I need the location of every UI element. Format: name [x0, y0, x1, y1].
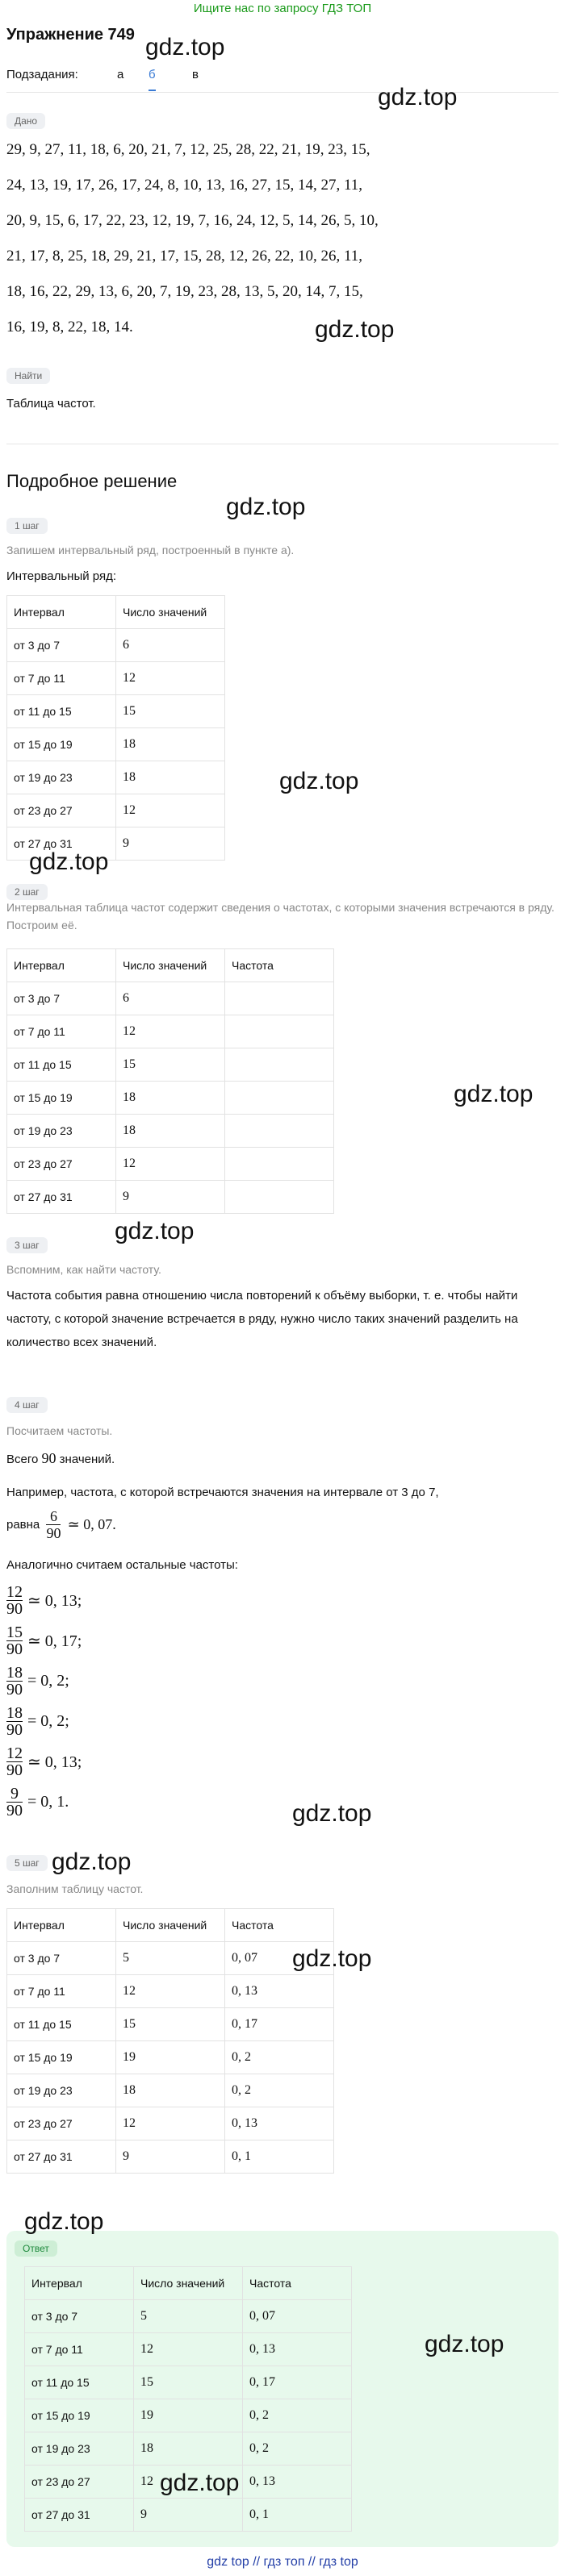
fraction-result: ≃ 0, 17; [27, 1632, 82, 1650]
table-cell: 18 [116, 2074, 225, 2107]
answer-pill: Ответ [15, 2240, 57, 2257]
total-count [6, 1450, 115, 1467]
table-cell: 15 [116, 695, 225, 728]
table-row [7, 2008, 334, 2041]
fraction-denominator: 90 [46, 1525, 61, 1541]
table-cell: 0, 17 [243, 2366, 352, 2399]
table-cell: 15 [116, 1048, 225, 1082]
watermark: gdz.top [279, 768, 359, 794]
table-cell: от 7 до 11 [7, 1015, 116, 1048]
fraction-line [6, 1705, 69, 1738]
column-header: Интервал [25, 2267, 134, 2300]
table-row [7, 662, 225, 695]
table-header-row [7, 596, 225, 629]
table-row [7, 1975, 334, 2008]
table-row [7, 1181, 334, 1214]
fraction-numerator: 12 [6, 1583, 23, 1601]
table-cell [225, 1115, 334, 1148]
fraction-denominator: 90 [6, 1721, 23, 1739]
fraction-numerator: 9 [6, 1786, 23, 1803]
table-cell: от 19 до 23 [7, 1115, 116, 1148]
given-line: 29, 9, 27, 11, 18, 6, 20, 21, 7, 12, 25, 28, 22, 21, 19, 23, 15, [6, 141, 370, 158]
watermark: gdz.top [425, 2331, 504, 2357]
watermark: gdz.top [292, 1945, 372, 1972]
table-cell: 0, 2 [225, 2041, 334, 2074]
fraction [6, 1624, 23, 1657]
total-text: Всего [6, 1453, 42, 1466]
fraction-result: ≃ 0, 13; [27, 1592, 82, 1610]
fraction-line [6, 1745, 82, 1778]
fraction-numerator: 18 [6, 1704, 23, 1722]
column-header: Число значений [134, 2267, 243, 2300]
table-cell: от 3 до 7 [7, 982, 116, 1015]
fraction-numerator: 6 [46, 1508, 61, 1525]
table-cell: от 23 до 27 [7, 1148, 116, 1181]
table-cell: 0, 13 [243, 2466, 352, 2499]
watermark: gdz.top [378, 84, 458, 110]
table-cell: 0, 1 [225, 2140, 334, 2174]
watermark: gdz.top [160, 2470, 240, 2496]
table-row [7, 794, 225, 827]
table-cell: от 15 до 19 [7, 1082, 116, 1115]
given-line: 20, 9, 15, 6, 17, 22, 23, 12, 19, 7, 16, 24, 12, 5, 14, 26, 5, 10, [6, 212, 379, 229]
table-cell: 0, 07 [225, 1942, 334, 1975]
table-cell: от 23 до 27 [7, 794, 116, 827]
find-text: Таблица частот. [6, 397, 96, 411]
table-cell: 0, 17 [225, 2008, 334, 2041]
fraction-denominator: 90 [6, 1761, 23, 1779]
fraction-result: = 0, 1. [27, 1793, 69, 1811]
equals-label: равна [6, 1518, 40, 1532]
step-description: Запишем интервальный ряд, построенный в пункте а). [6, 544, 295, 556]
table-cell: от 7 до 11 [25, 2333, 134, 2366]
table-header-row [7, 1909, 334, 1942]
table-cell: 18 [116, 761, 225, 794]
table-header-row [7, 949, 334, 982]
table-cell: 6 [116, 982, 225, 1015]
table-cell: от 27 до 31 [7, 1181, 116, 1214]
table-cell: 15 [134, 2366, 243, 2399]
fraction-numerator: 15 [6, 1624, 23, 1641]
table-cell: 15 [116, 2008, 225, 2041]
table-cell: 0, 2 [225, 2074, 334, 2107]
page-title: Упражнение 749 [6, 26, 135, 44]
tab-subtask-a[interactable]: а [117, 68, 124, 81]
table-cell: от 15 до 19 [7, 2041, 116, 2074]
table-cell: 9 [116, 2140, 225, 2174]
frequency-table-empty [6, 948, 334, 1214]
table-row [25, 2432, 352, 2466]
find-pill: Найти [6, 368, 50, 384]
table-cell: от 11 до 15 [7, 1048, 116, 1082]
table-cell: 18 [116, 1082, 225, 1115]
fraction-numerator: 12 [6, 1744, 23, 1762]
fraction-denominator: 90 [6, 1600, 23, 1618]
table-row [25, 2499, 352, 2532]
table-cell: от 3 до 7 [25, 2300, 134, 2333]
table-cell [225, 982, 334, 1015]
fraction-result: = 0, 2; [27, 1712, 69, 1730]
fraction-line [6, 1786, 69, 1819]
table-cell: 0, 07 [243, 2300, 352, 2333]
table-row [7, 761, 225, 794]
table-cell: 0, 1 [243, 2499, 352, 2532]
fraction [6, 1786, 23, 1819]
table-row [7, 629, 225, 662]
column-header: Число значений [116, 1909, 225, 1942]
search-banner[interactable]: Ищите нас по запросу ГДЗ ТОП [193, 2, 372, 15]
fraction-line [6, 1624, 82, 1657]
table-cell: 12 [116, 1975, 225, 2008]
step-description: Посчитаем частоты. [6, 1424, 113, 1437]
table-row [7, 695, 225, 728]
fraction-numerator: 18 [6, 1664, 23, 1682]
footer-links[interactable]: gdz top // гдз топ // гдз top [207, 2555, 358, 2569]
table-cell: 0, 13 [243, 2333, 352, 2366]
interval-series-label: Интервальный ряд: [6, 569, 116, 583]
subtasks-label: Подзадания: [6, 68, 78, 81]
table-row [7, 2107, 334, 2140]
column-header: Интервал [7, 1909, 116, 1942]
column-header: Частота [243, 2267, 352, 2300]
table-cell: от 27 до 31 [7, 827, 116, 861]
column-header: Число значений [116, 596, 225, 629]
fraction-line [6, 1584, 82, 1617]
table-cell: 0, 2 [243, 2399, 352, 2432]
table-cell: 18 [134, 2432, 243, 2466]
step-pill: 5 шаг [6, 1855, 48, 1871]
watermark: gdz.top [115, 1218, 195, 1244]
table-cell: 0, 13 [225, 1975, 334, 2008]
table-cell: от 7 до 11 [7, 1975, 116, 2008]
fraction-denominator: 90 [6, 1802, 23, 1819]
table-cell: 18 [116, 1115, 225, 1148]
watermark: gdz.top [52, 1849, 132, 1875]
table-row [7, 728, 225, 761]
table-row [7, 1015, 334, 1048]
frequency-table-filled [6, 1908, 334, 2174]
table-cell: 12 [134, 2333, 243, 2366]
table-cell: от 11 до 15 [25, 2366, 134, 2399]
table-cell: от 23 до 27 [25, 2466, 134, 2499]
total-number: 90 [41, 1450, 56, 1466]
fraction-result: ≃ 0, 13; [27, 1753, 82, 1771]
fraction [6, 1665, 23, 1698]
table-cell: от 11 до 15 [7, 695, 116, 728]
table-cell: от 23 до 27 [7, 2107, 116, 2140]
fraction-denominator: 90 [6, 1640, 23, 1658]
table-row [25, 2333, 352, 2366]
watermark: gdz.top [145, 34, 225, 60]
step-description: Интервальная таблица частот содержит сведения о частотах, с которыми значения встречаются в ряду. Построим её. [6, 901, 555, 932]
watermark: gdz.top [292, 1800, 372, 1827]
tab-subtask-b[interactable]: б [149, 68, 156, 91]
step-description: Вспомним, как найти частоту. [6, 1263, 161, 1276]
table-cell: 12 [116, 1148, 225, 1181]
table-cell: 9 [116, 1181, 225, 1214]
table-cell: 9 [116, 827, 225, 861]
column-header: Интервал [7, 596, 116, 629]
table-cell: 12 [116, 2107, 225, 2140]
watermark: gdz.top [24, 2208, 104, 2235]
table-cell: 12 [116, 662, 225, 695]
example-text: Например, частота, с которой встречаются значения на интервале от 3 до 7, [6, 1486, 439, 1499]
given-pill: Дано [6, 113, 45, 129]
table-row [7, 1082, 334, 1115]
table-row [25, 2300, 352, 2333]
fraction [46, 1508, 61, 1541]
table-header-row [25, 2267, 352, 2300]
step-pill: 3 шаг [6, 1237, 48, 1253]
given-data [6, 132, 555, 345]
watermark: gdz.top [454, 1081, 534, 1107]
table-cell: от 19 до 23 [7, 2074, 116, 2107]
watermark: gdz.top [315, 316, 395, 343]
table-cell: 19 [134, 2399, 243, 2432]
column-header: Число значений [116, 949, 225, 982]
fraction-denominator: 90 [6, 1681, 23, 1699]
table-row [7, 1115, 334, 1148]
divider [6, 92, 559, 93]
table-row [7, 1942, 334, 1975]
tab-subtask-c[interactable]: в [192, 68, 199, 81]
interval-table [6, 595, 225, 861]
watermark: gdz.top [29, 848, 109, 875]
table-cell: 19 [116, 2041, 225, 2074]
column-header: Интервал [7, 949, 116, 982]
table-row [25, 2366, 352, 2399]
table-cell: 0, 2 [243, 2432, 352, 2466]
table-cell: 12 [116, 794, 225, 827]
table-cell: от 15 до 19 [25, 2399, 134, 2432]
fraction-result: ≃ 0, 07. [67, 1516, 116, 1532]
step-pill: 2 шаг [6, 884, 48, 900]
table-cell [225, 1148, 334, 1181]
table-cell: 12 [116, 1015, 225, 1048]
table-cell [225, 1082, 334, 1115]
fraction [6, 1584, 23, 1617]
given-line: 24, 13, 19, 17, 26, 17, 24, 8, 10, 13, 16, 27, 15, 14, 27, 11, [6, 177, 363, 194]
frequency-definition: Частота события равна отношению числа повторений к объёму выборки, т. е. чтобы найти частоту, с которой значение встречается в ряду, нужно число таких значений разделить на количество всех значений. [6, 1289, 518, 1349]
table-row [7, 2074, 334, 2107]
table-cell [225, 1048, 334, 1082]
given-line: 16, 19, 8, 22, 18, 14. [6, 319, 133, 336]
table-cell [225, 1181, 334, 1214]
table-row [7, 982, 334, 1015]
table-cell: 9 [134, 2499, 243, 2532]
table-cell: от 3 до 7 [7, 629, 116, 662]
step-pill: 1 шаг [6, 518, 48, 534]
solution-title: Подробное решение [6, 471, 178, 491]
table-cell: от 27 до 31 [7, 2140, 116, 2174]
table-row [7, 1048, 334, 1082]
table-row [25, 2399, 352, 2432]
table-cell: 18 [116, 728, 225, 761]
table-row [7, 1148, 334, 1181]
table-cell: от 7 до 11 [7, 662, 116, 695]
table-cell: 0, 13 [225, 2107, 334, 2140]
table-cell: 5 [134, 2300, 243, 2333]
table-cell: от 15 до 19 [7, 728, 116, 761]
fraction-line [6, 1665, 69, 1698]
column-header: Частота [225, 949, 334, 982]
table-cell: 5 [116, 1942, 225, 1975]
table-cell: от 27 до 31 [25, 2499, 134, 2532]
table-cell: 6 [116, 629, 225, 662]
table-cell: от 19 до 23 [25, 2432, 134, 2466]
given-line: 18, 16, 22, 29, 13, 6, 20, 7, 19, 23, 28, 13, 5, 20, 14, 7, 15, [6, 283, 363, 300]
table-cell [225, 1015, 334, 1048]
step-pill: 4 шаг [6, 1397, 48, 1413]
fraction [6, 1705, 23, 1738]
table-cell: 12 [134, 2466, 243, 2499]
table-cell: от 19 до 23 [7, 761, 116, 794]
fraction [6, 1745, 23, 1778]
fraction-result: = 0, 2; [27, 1672, 69, 1690]
watermark: gdz.top [226, 494, 306, 520]
total-text: значений. [56, 1453, 115, 1466]
table-cell: от 11 до 15 [7, 2008, 116, 2041]
example-fraction [6, 1508, 116, 1541]
similar-text: Аналогично считаем остальные частоты: [6, 1558, 238, 1572]
step-description: Заполним таблицу частот. [6, 1882, 144, 1895]
table-cell: от 3 до 7 [7, 1942, 116, 1975]
table-row [7, 2041, 334, 2074]
given-line: 21, 17, 8, 25, 18, 29, 21, 17, 15, 28, 12, 26, 22, 10, 26, 11, [6, 248, 363, 265]
table-row [7, 2140, 334, 2174]
column-header: Частота [225, 1909, 334, 1942]
